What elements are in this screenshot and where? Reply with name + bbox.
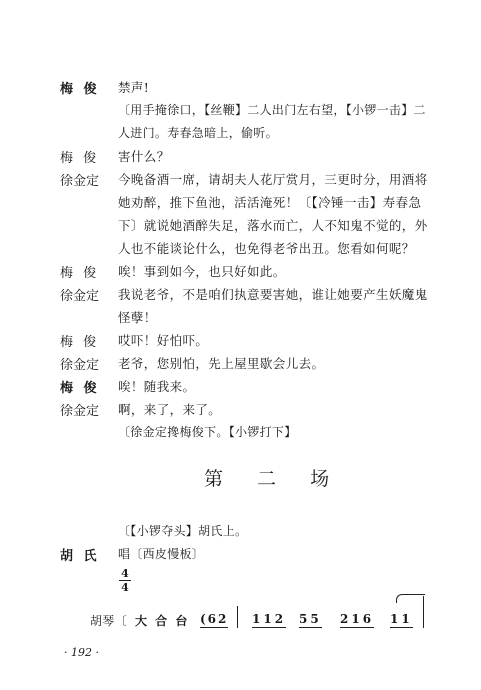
line-9-speaker: 梅 俊 [60,266,100,281]
line-12-speaker: 梅 俊 [60,335,100,350]
music-beats: 大 合 台 [135,614,190,628]
line-5-text: 今晚备酒一席，请胡夫人花厅赏月，三更时分，用酒将 [118,172,428,187]
line-3-direction: 人进门。寿春急暗上，偷听。 [118,126,278,140]
line-9-text: 唉！事到如今，也只好如此。 [118,264,286,279]
music-note-4: 216 [340,612,375,626]
music-note-1: (62 [200,612,229,626]
music-note-2: 112 [252,612,287,626]
line-15-text: 啊，来了，来了。 [118,402,222,417]
line-1-speaker: 梅 俊 [60,82,100,97]
line-13-text: 老爷，您别怕，先上屋里歇会儿去。 [118,356,325,371]
music-note-5: 11 [390,612,413,626]
line-4-text: 害什么？ [118,149,170,164]
line-14-text: 唉！随我来。 [118,379,196,394]
line-8-text: 人也不能谈论什么，也免得老爷出丑。您看如何呢？ [118,241,415,256]
line-11-text: 怪孽！ [118,310,157,325]
line-7-text: 下〕就说她酒醉失足，落水而亡，人不知鬼不觉的，外 [118,218,428,233]
time-sig-top: 4 [121,567,129,580]
barline-1 [237,606,238,628]
line-5-speaker: 徐金定 [60,174,100,189]
line-10-speaker: 徐金定 [60,289,100,304]
hu-speaker: 胡 氏 [60,549,100,564]
page-number: · 192 · [64,646,99,659]
line-16-direction: 〔徐金定搀梅俊下。【小锣打下】 [118,425,297,439]
time-sig-bottom: 4 [121,581,129,594]
line-1-text: 禁声! [118,80,150,95]
line-12-text: 哎吓！好怕吓。 [118,333,209,348]
hu-text: 唱〔西皮慢板〕 [118,547,205,561]
line-10-text: 我说老爷，不是咱们执意要害她，谁让她要产生妖魔鬼 [118,287,428,302]
music-note-3: 55 [299,612,322,626]
scene-title: 第 二 场 [204,468,344,490]
stage-direction: 〔【小锣夺头】胡氏上。 [118,524,248,538]
tie-arc [396,594,425,603]
line-15-speaker: 徐金定 [60,404,100,419]
time-signature [119,568,131,593]
line-4-speaker: 梅 俊 [60,151,100,166]
line-2-direction: 〔用手掩徐口，【丝鞭】二人出门左右望，【小锣一击】二 [118,103,426,117]
music-prefix: 胡琴〔 [90,614,127,628]
line-6-text: 她劝醉，推下鱼池，活活淹死！〔【冷锤一击】寿春急 [118,195,422,210]
line-13-speaker: 徐金定 [60,358,100,373]
line-14-speaker: 梅 俊 [60,381,100,396]
